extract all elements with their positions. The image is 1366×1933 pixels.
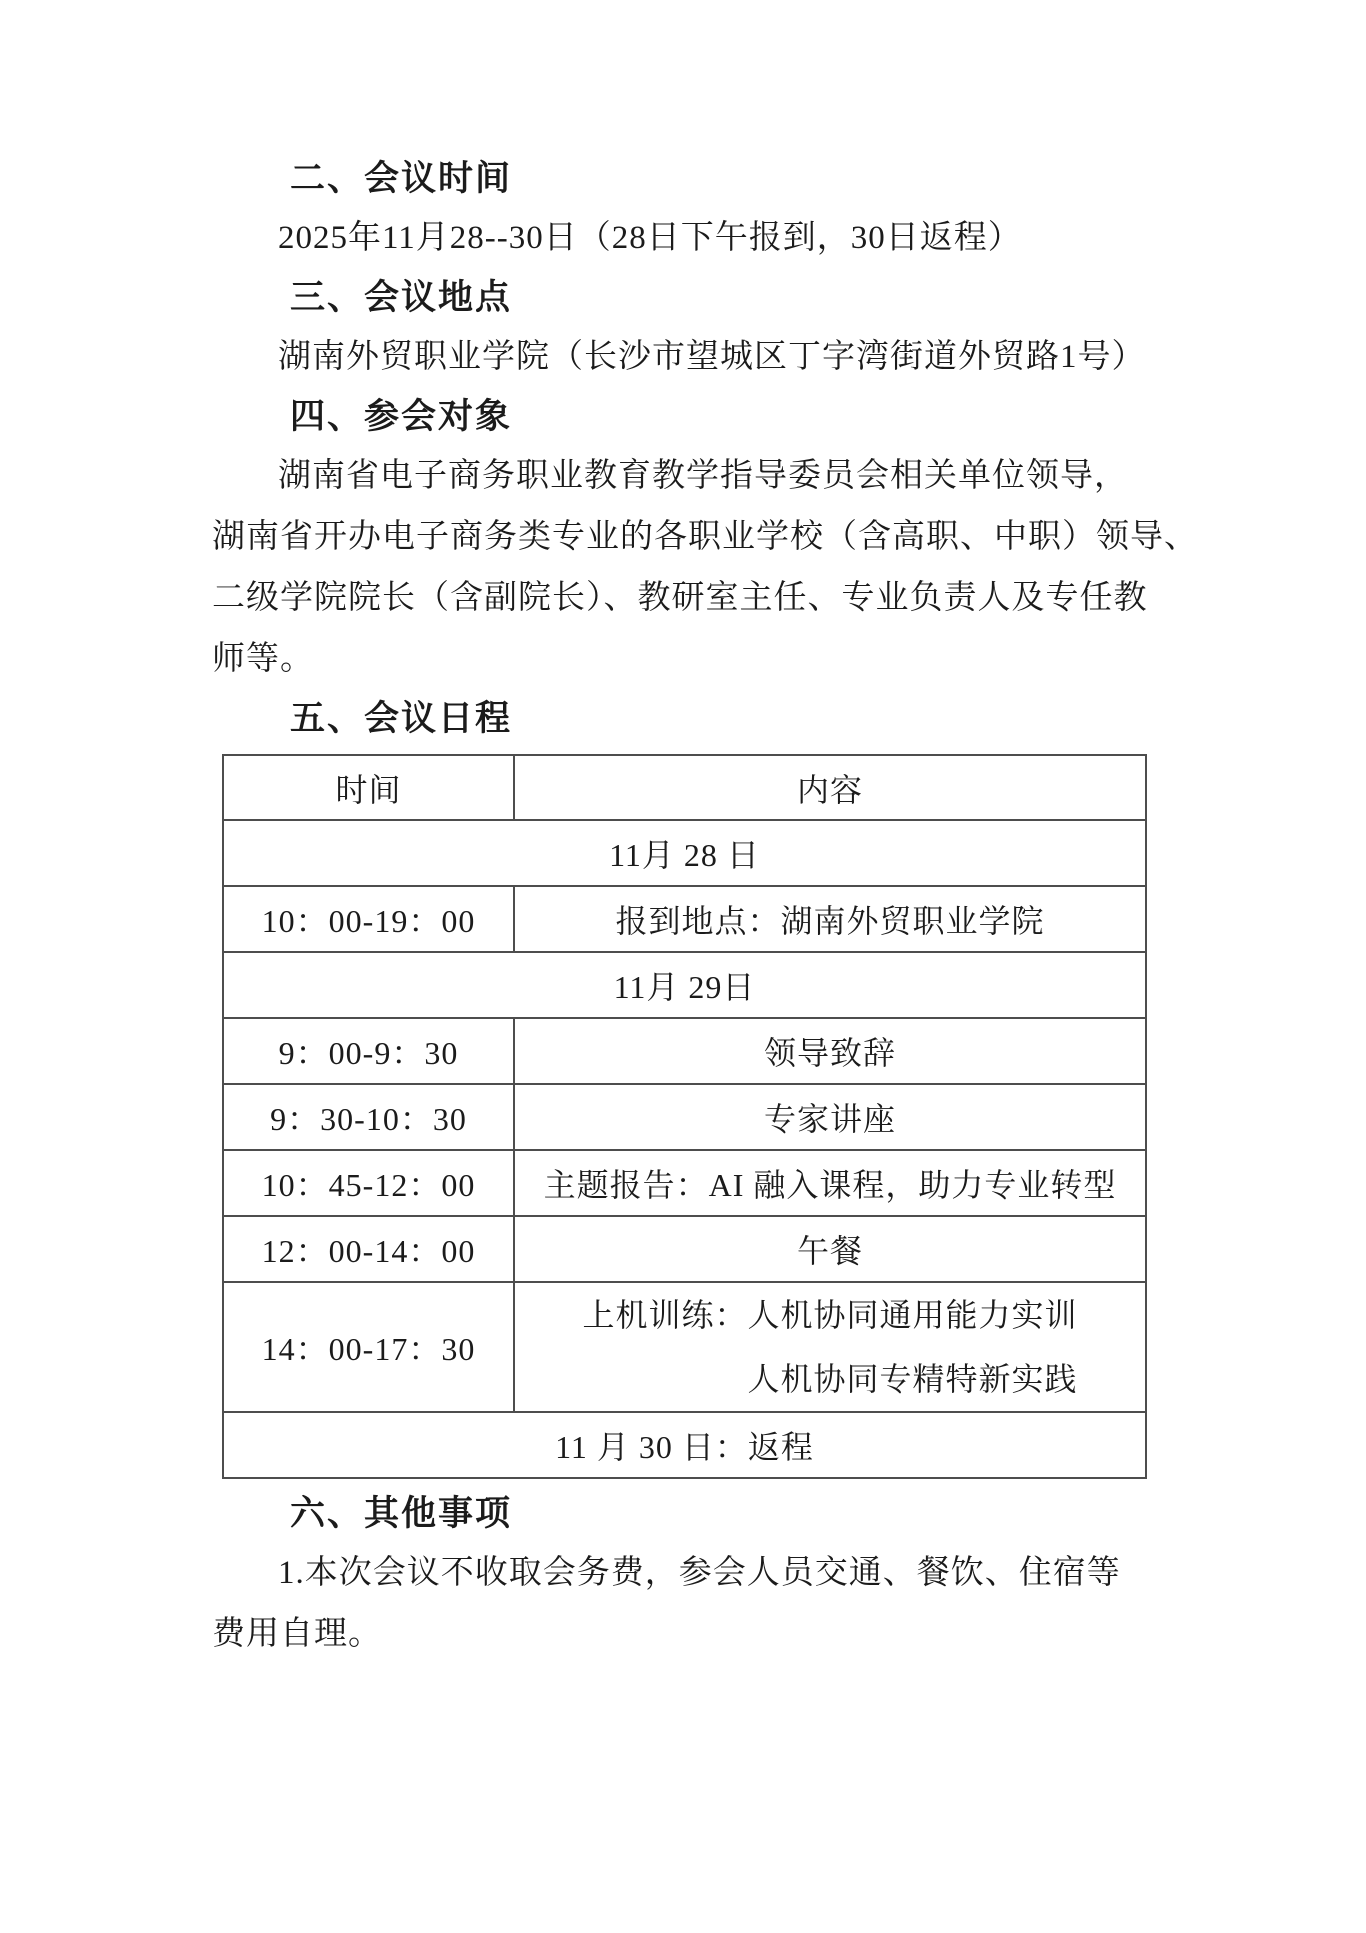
computer-training-content	[514, 1282, 1146, 1412]
schedule-header-content: 内容	[514, 755, 1146, 820]
participants-line-4: 师等。	[212, 641, 314, 677]
schedule-header-row	[223, 755, 1146, 820]
keynote-report-time: 10：45-12：00	[223, 1150, 514, 1216]
checkin-content: 报到地点：湖南外贸职业学院	[514, 886, 1146, 952]
opening-speech-time: 9：00-9：30	[223, 1018, 514, 1084]
lunch-time: 12：00-14：00	[223, 1216, 514, 1282]
schedule-day-row-nov29	[223, 952, 1146, 1018]
schedule-row-expert-lecture	[223, 1084, 1146, 1150]
section-heading-participants: 四、参会对象	[290, 397, 513, 436]
schedule-day-row-nov28	[223, 820, 1146, 886]
schedule-day-row-nov30	[223, 1412, 1146, 1478]
expert-lecture-content: 专家讲座	[514, 1084, 1146, 1150]
computer-training-line-2: 人机协同专精特新实践	[747, 1361, 1078, 1397]
schedule-row-checkin	[223, 886, 1146, 952]
schedule-table	[222, 754, 1147, 1479]
participants-line-3: 二级学院院长（含副院长）、教研室主任、专业负责人及专任教	[212, 580, 1148, 616]
meeting-location-text: 湖南外贸职业学院（长沙市望城区丁字湾街道外贸路1号）	[278, 339, 1146, 375]
other-matters-line-2: 费用自理。	[212, 1616, 382, 1652]
section-heading-meeting-time: 二、会议时间	[290, 159, 513, 198]
schedule-row-lunch	[223, 1216, 1146, 1282]
computer-training-line-1: 上机训练：人机协同通用能力实训	[582, 1297, 1078, 1333]
checkin-time: 10：00-19：00	[223, 886, 514, 952]
computer-training-lines	[582, 1283, 1077, 1411]
other-matters-paragraph	[212, 1543, 1156, 1665]
participants-line-2: 湖南省开办电子商务类专业的各职业学校（含高职、中职）领导、	[212, 519, 1198, 555]
meeting-time-paragraph	[212, 208, 1156, 269]
lunch-content: 午餐	[514, 1216, 1146, 1282]
meeting-location-paragraph	[212, 327, 1156, 388]
computer-training-time: 14：00-17：30	[223, 1282, 514, 1412]
meeting-time-text: 2025年11月28--30日（28日下午报到，30日返程）	[278, 220, 1022, 256]
schedule-day-nov30-return: 11 月 30 日：返程	[223, 1412, 1146, 1478]
participants-paragraph	[212, 446, 1198, 690]
schedule-day-nov29: 11月 29日	[223, 952, 1146, 1018]
section-heading-other-matters: 六、其他事项	[290, 1494, 513, 1533]
section-heading-schedule: 五、会议日程	[290, 699, 513, 738]
keynote-report-content: 主题报告：AI 融入课程，助力专业转型	[514, 1150, 1146, 1216]
section-heading-meeting-location: 三、会议地点	[290, 278, 513, 317]
expert-lecture-time: 9：30-10：30	[223, 1084, 514, 1150]
other-matters-line-1: 1.本次会议不收取会务费，参会人员交通、餐饮、住宿等	[278, 1555, 1121, 1591]
schedule-row-computer-training	[223, 1282, 1146, 1412]
participants-line-1: 湖南省电子商务职业教育教学指导委员会相关单位领导，	[278, 458, 1128, 494]
schedule-header-time: 时间	[223, 755, 514, 820]
schedule-row-opening-speech	[223, 1018, 1146, 1084]
schedule-day-nov28: 11月 28 日	[223, 820, 1146, 886]
schedule-row-keynote-report	[223, 1150, 1146, 1216]
opening-speech-content: 领导致辞	[514, 1018, 1146, 1084]
document-page	[212, 150, 1198, 1665]
